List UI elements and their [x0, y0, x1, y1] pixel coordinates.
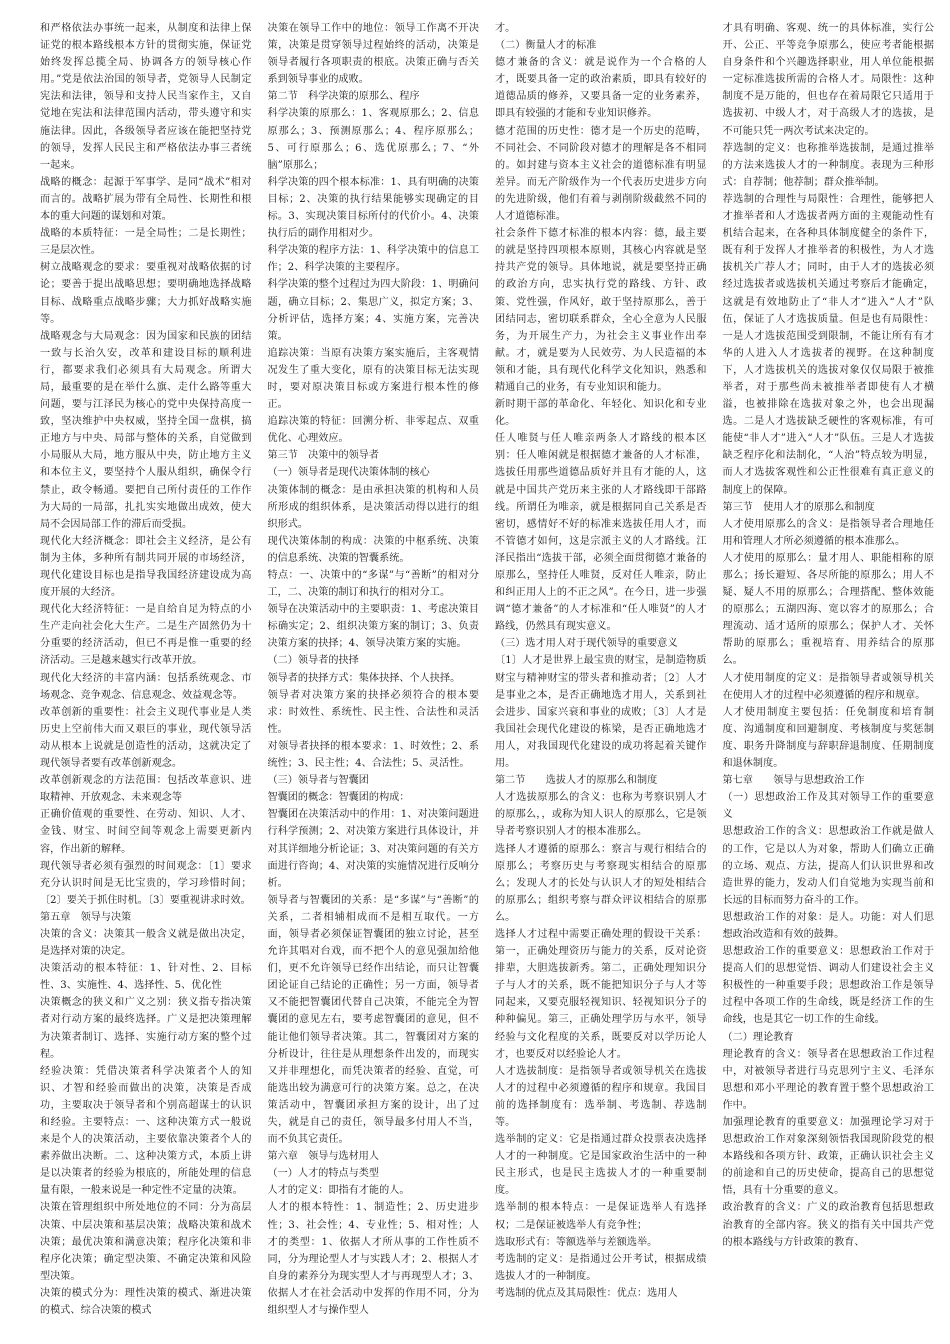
paragraph: 和严格依法办事统一起来，从制度和法律上保证党的根本路线根本方针的贯彻实施，保证党始终发挥总揽全局、协调各方的领导核心作用。”党是依法治国的领导者，党领导人民制定宪法和法律，领导和支持人民当家作主，又自觉地在宪法和法律范围内活动，带头遵守和实施法律。因此，各级领导者应该在能把坚持党的领导，发挥人民民主和严格依法办事三者统一起来。 [40, 23, 252, 171]
paragraph: 第三节 决策中的领导者 [267, 450, 380, 462]
paragraph: 选举制的根本特点：一是保证选举人有选择权；二是保证被选举人有竞争性； [495, 1202, 707, 1231]
paragraph: 决策在管理组织中所处地位的不同：分为高层决策、中层决策和基层决策；战略决策和战术决策；最优决策和满意决策；程序化决策和非程序化决策；确定型决策、不确定决策和风险型决策。 [40, 1202, 252, 1282]
paragraph: 才具有明确、客观、统一的具体标准，实行公开、公正、平等竞争原那么，使应考者能根据自身条件和个兴趣选择职业，用人单位能根据一定标准选拔所需的合格人才。局限性：这种制度不是万能的，但也存在着局限它只适用于选拔初、中级人才，对于高级人才的选拔，是不可能只凭一两次考试来决定的。 [722, 23, 934, 137]
paragraph: 领导者的抉择方式：集体抉择、个人抉择。 [267, 672, 461, 684]
paragraph: 思想政治工作的对象：是人。功能：对人们思想政治改造和有效的鼓舞。 [722, 911, 934, 940]
paragraph: 第三节 使用人才的原那么和制度 [722, 501, 875, 513]
paragraph: 社会条件下德才标准的根本内容：德，最主要的就是坚持四项根本原则，其核心内容就是坚持共产党的领导。具体地说，就是要坚持正确的政治方向，忠实执行党的路线、方针、政策、党性强，作风好，敢于坚持原那么，善于团结同志，密切联系群众，全心全意为人民服务，为开展生产力，为社会主义事业作出奉献。才，就是要为人民效劳、为人民造福的本领和才能，具有现代化科学文化知识，熟悉和精通自己的业务，有专业知识和能力。 [495, 228, 707, 393]
paragraph: （一）思想政治工作及其对领导工作的重要意义 [722, 792, 934, 821]
paragraph: 智囊团的概念：智囊团的构成： [267, 792, 410, 804]
paragraph: 追踪决策：当原有决策方案实施后，主客观情况发生了重大变化，原有的决策目标无法实现时，要对原决策目标或方案进行根本性的修正。 [267, 347, 479, 411]
paragraph: 领导者对决策方案的抉择必须符合的根本要求：时效性、系统性、民主性、合法性和灵活性。 [267, 689, 479, 735]
paragraph: 战略的本质特征：一是全局性；二是长期性；三是层次性。 [40, 228, 252, 257]
paragraph: 领导者与智囊团的关系：是“多谋”与“善断”的关系，二者相辅相成而不是相互取代。一方面，领导者必须保证智囊团的独立讨论，甚至允许其唱对台戏，而不把个人的意见强加给他们，更不允许领导已经作出结论，而只让智囊团论证自己结论的正确性；另一方面，领导者又不能把智囊团代替自己决策，不能完全为智囊团的意见左右，要考虑智囊团的意见，但不能让他们领导者决策。其二，智囊团对方案的分析设计，往往是从理想条件出发的，而现实又并非理想化，而凭决策者的经验、直觉，可能选出较为满意可行的决策方案。总之，在决策活动中，智囊团承担方案的设计，出了过失，就是自己的责任，领导最多付用人不当，而不负其它责任。 [267, 894, 479, 1146]
paragraph: 决策的模式分为：理性决策的模式、渐进决策的模式、综合决策的模式 [40, 1287, 252, 1317]
paragraph: 科学决策的原那么：1、客观原那么；2、信息原那么；3、预测原那么；4、程序原那么；5、可行原那么；6、选优原那么；7、“外脑”原那么； [267, 108, 479, 171]
paragraph: 树立战略观念的要求：要重视对战略依据的讨论；要善于提出战略思想；要明确地选择战略目标、战略重点战略步骤；大力抓好战略实施等。 [40, 262, 252, 325]
paragraph: 加强理论教育的重要意义：加强理论学习对于思想政治工作对象深刻领悟我国现阶段党的根本路线和各项方针、政策，正确认识社会主义的前途和自己的历史使命，提高自己的思想觉悟，具有十分重要的意义。 [722, 1117, 934, 1197]
paragraph: 对领导者抉择的根本要求：1、时效性；2、系统性；3、民主性；4、合法性；5、灵活性。 [267, 740, 479, 770]
paragraph: 现代领导者必须有强烈的时间观念：〔1〕要求充分认识时间是无比宝贵的，学习珍惜时间；〔2〕要关于抓住时机。〔3〕要重视讲求时效。 [40, 860, 252, 906]
paragraph: 任人唯贤与任人唯亲两条人才路线的根本区别：任人唯闲就是根据德才兼备的人才标准，选拔任用那些道德品质好并且有才能的人，这就是中国共产党历来主张的人才路线即干部路线。所谓任为唯亲，就是根据同自己关系是否密切，感情好不好的标准来选拔任用人才，而不管德才如何，这是宗派主义的人才路线。江泽民指出“选拔干部，必须全面贯彻德才兼备的原那么，坚持任人唯贤，反对任人唯亲，防止和纠正用人上的不正之风”。在今日，进一步强调“德才兼备”的人才标准和“任人唯贤”的人才路线，仍然具有现实意义。 [495, 433, 707, 633]
paragraph: 现代化大经济概念：即社会主义经济，是公有制为主体，多种所有制共同开展的市场经济，现代化建设目标也是指导我国经济建设成为高度开展的大经济。 [40, 535, 252, 599]
paragraph: 人才选拔原那么的含义：也称为考察识别人才的原那么，，或称为知人识人的原那么，它是领导者考察识别人才的根本准那么。 [495, 792, 707, 838]
paragraph: 现代化大经济的丰富内涵：包括系统观念、市场观念、竞争观念、信息观念、效益观念等。 [40, 672, 252, 701]
paragraph: 人才使用制度的定义：是指领导者或领导机关在使用人才的过程中必须遵循的程序和规章。 [722, 672, 934, 701]
paragraph: 战略的概念：起源于军事学、是同“战术”相对而言的。战略扩展为带有全局性、长期性和根本的重大问题的谋划和对策。 [40, 176, 252, 223]
text-column-1 [40, 20, 252, 1334]
paragraph: 政治教育的含义：广义的政治教育包括思想政治教育的全部内容。狭义的指有关中国共产党的根本路线与方针政策的教育、 [722, 1202, 934, 1248]
paragraph: 荐选制的定义：也称推举选拔制，是通过推举的方法来选拔人才的一种制度。表现为三种形式：自荐制；他荐制；群众推举制。 [722, 142, 934, 188]
paragraph: 智囊团在决策活动中的作用：1、对决策问题进行科学预测；2、对决策方案进行具体设计，并对其详细地分析论证；3、对决策问题的有关方面进行咨询；4、对决策的实施情况进行反响分析。 [267, 809, 479, 889]
paragraph: 理论教育的含义：领导者在思想政治工作过程中，对被领导者进行马克思列宁主义、毛泽东思想和邓小平理论的教育置于整个思想政治工作中。 [722, 1048, 934, 1111]
paragraph: 人才使用的原那么：量才用人、职能相称的原那么；扬长避短、各尽所能的原那么；用人不疑、疑人不用的原那么；合理搭配、整体效能的原那么；五湖四海、宽以容才的原那么；合理流动、适才适所的原那么；保护人才、关怀帮助的原那么；重视培育、用养结合的原那么。 [722, 552, 934, 667]
paragraph: 人才的根本特性：1、制造性；2、历史进步性；3、社会性；4、专业性；5、相对性；人才的类型：1、依据人才所从事的工作性质不同，分为理论型人才与实践人才；2、根据人才自身的素养分为现实型人才与再现型人才；3、依据人才在社会活动中发挥的作用不同，分为组织型人才与操作型人 [267, 1202, 479, 1317]
paragraph: 科学决策的四个根本标准：1、具有明确的决策目标；2、决策的执行结果能够实现确定的目标。3、实现决策目标所付的代价小。4、决策执行后的副作用相对少。 [267, 176, 479, 240]
paragraph: 〔1〕人才是世界上最宝贵的财宝，是制造物质财宝与精神财宝的带头者和推动者；〔2〕人才是事业之本，是否正确地选才用人，关系到社会进步、国家兴衰和事业的成败；〔3〕人才是我国社会现代化建设的栋梁，是否正确地选才用人，对我国现代化建设的成功将起着关键作用。 [495, 655, 707, 770]
paragraph: 追踪决策的特征：回溯分析、非零起点、双重优化、心理效应。 [267, 416, 479, 445]
paragraph: 选择人才过程中需要正确处理的假设干关系：第一，正确处理资历与能力的关系，反对论资排辈，大胆选拔新秀。第二，正确处理知识分子与人才的关系，既不能把知识分子与人才等同起来，又要克服轻视知识、轻视知识分子的种种偏见。第三，正确处理学历与水平，领导经验与文化程度的关系，既要反对以学历论人才，也要反对以经验论人才。 [495, 928, 707, 1060]
paragraph: 改革创新观念的方法范围：包括改革意识、进取精神、开放观念、未来观念等 [40, 775, 252, 804]
paragraph: 正确价值观的重要性、在劳动、知识、人才、金钱、财宝、时间空间等观念上需要更新内容，作出新的解释。 [40, 809, 252, 855]
paragraph: 第二节 选拔人才的原那么和制度 [495, 775, 658, 787]
paragraph: 思想政治工作的含义：思想政治工作就是做人的工作，它是以人为对象，帮助人们确立正确的立场、观点、方法，提高人们认识世界和改造世界的能力，发动人们自觉地为实现当前和长远的目标而努力奋斗的工作。 [722, 826, 934, 906]
paragraph: 第五章 领导与决策 [40, 911, 132, 923]
paragraph: 决策体制的概念：是由承担决策的机构和人员所形成的组织体系，是决策活动得以进行的组织形式。 [267, 484, 479, 530]
paragraph: （三）选才用人对于现代领导的重要意义 [495, 638, 678, 650]
paragraph: 科学决策的整个过程过为四大阶段：1、明确问题，确立目标；2、集思广义，拟定方案；3、分析评估，选择方案；4、实施方案，完善决策。 [267, 279, 479, 342]
paragraph: 思想政治工作的重要意义：思想政治工作对于提高人们的思想觉悟、调动人们建设社会主义积极性的一种重要手段；思想政治工作是领导过程中各项工作的生命线，既是经济工作的生命线，也是其它一切工作的生命线。 [722, 946, 934, 1026]
paragraph: 考选制的优点及其局限性：优点：选用人 [495, 1287, 678, 1299]
paragraph: 第二节 科学决策的原那么、程序 [267, 91, 420, 103]
paragraph: 决策的含义：决策其一般含义就是做出决定，是选择对策的决定。 [40, 928, 252, 958]
paragraph: （一）人才的特点与类型 [267, 1168, 380, 1180]
paragraph: 人才选拔制度：是指领导者或领导机关在选拔人才的过程中必须遵循的程序和规章。我国目前的选择制度有：选举制、考选制、荐选制等。 [495, 1065, 707, 1128]
text-column-3 [495, 20, 707, 1334]
paragraph: 领导在决策活动中的主要职责：1、考虑决策目标确实定；2、组织决策方案的制订；3、负责决策方案的抉择；4、领导决策方案的实施。 [267, 604, 479, 650]
paragraph: 选取形式有：等额选举与差额选举。 [495, 1236, 658, 1248]
paragraph: 人才使用原那么的含义：是指领导者合理地任用和管理人才所必须遵循的根本准那么。 [722, 518, 934, 547]
paragraph: 决策活动的根本特征：1、针对性、2、目标性、3、实施性、4、选择性、5、优化性 [40, 963, 252, 992]
paragraph: 决策概念的狭义和广义之别：狭义指专指决策者对行动方案的最终选择。广义是把决策理解为决策者制订、选择、实施行动方案的整个过程。 [40, 997, 252, 1060]
paragraph: （三）领导者与智囊团 [267, 775, 369, 787]
paragraph: 选择人才遵循的原那么：察言与观行相结合的原那么；考察历史与考察现实相结合的原那么；发现人才的长处与认识人才的短处相结合的原那么；组织考察与群众评议相结合的原那么。 [495, 843, 707, 923]
text-column-4 [723, 20, 935, 1334]
paragraph: 德才范围的历史性：德才是一个历史的范畴，不同社会、不同阶段对德才的理解是各不相同的。如封建与资本主义社会的道德标准有明显差异。而无产阶级作为一个代表历史进步方向的先进阶级，他们有着与剥削阶级截然不同的人才道德标准。 [495, 125, 707, 223]
paragraph: （二）领导者的抉择 [267, 655, 359, 667]
paragraph: 考选制的定义：是指通过公开考试，根据成绩选拔人才的一种制度。 [495, 1253, 707, 1282]
paragraph: 荐选制的合理性与局限性：合理性，能够把人才推举者和人才选拔者两方面的主观能动性有机结合起来，在各种具体制度健全的条件下，既有利于发挥人才推举者的积极性，为人才选拔机关广荐人才；同时，由于人才的选拔必须经过选拔者或选拔机关通过考察后才能确定，这就是有效地防止了“非人才”进入“人才”队伍，保证了人才选拔质量。但是也有局限性：一是人才选拔范围受到限制，不能让所有有才华的人进入人才选拔者的视野。在这种制度下，人才选拔机关的选拔对象仅仅局限于被推举者，对于那些尚未被推举者即使有人才横溢，也被排除在选拔对象之外，也会出现漏选。二是人才选拔缺乏硬性的客观标准，有可能使“非人才”进入“人才”队伍。三是人才选拔缺乏程序化和法制化，“人治”特点较为明显，而人才选拔客观性和公正性很难有真正意义的制度上的保障。 [722, 193, 934, 496]
paragraph: 新时期干部的革命化、年轻化、知识化和专业化。 [495, 399, 707, 428]
paragraph: 选举制的定义：它是指通过群众投票表决选择人才的一种制度。它是国家政治生活中的一种民主形式，也是民主选拔人才的一种重要制度。 [495, 1134, 707, 1197]
paragraph: 决策在领导工作中的地位：领导工作离不开决策，决策是贯穿领导过程始终的活动，决策是领导者履行各项职责的根底。决策正确与否关系到领导事业的成败。 [267, 23, 479, 86]
paragraph: 德才兼备的含义：就是说作为一个合格的人才，既要具备一定的政治素质，即具有较好的道德品质的修养，又要具备一定的业务素养，即具有较强的才能和专业知识修养。 [495, 57, 707, 120]
paragraph: 第六章 领导与选材用人 [267, 1151, 380, 1163]
paragraph: （二）理论教育 [722, 1031, 794, 1043]
paragraph: 改革创新的重要性：社会主义现代事业是人类历史上空前伟大而又艰巨的事业，现代领导活动从根本上说就是创造性的活动，这就决定了现代领导者要有改革创新观念。 [40, 706, 252, 770]
paragraph: 战略观念与大局观念：因为国家和民族的团结一致与长治久安，改革和建设目标的顺利进行，都要求我们必须具有大局观念。所谓大局，最重要的是在举什么旗、走什么路等重大问题，要与江泽民为核心的党中央保持高度一致，坚决维护中央权威，坚持全国一盘棋，搞正地方与中央、局部与整体的关系，自觉做到小局服从大局，地方服从中央，防止地方主义和本位主义，要坚持个人服从组织，确保令行禁止，政令畅通。要把自己所付责任的工作作为大局的一局部，扎扎实实地做出成效，使大局不会因局部工作的滞后而受损。 [40, 330, 252, 530]
paragraph: 经验决策：凭借决策者科学决策者个人的知识、才智和经验而做出的决策，决策是否成功，主要取决于领导者和个别高超谋士的认识和经验。主要特点：一、这种决策方式一般说来是个人的决策活动，主要依靠决策者个人的素养做出决断。二、这种决策方式，本质上讲是以决策者的经验为根底的，所能处理的信息量有限，一般来说是一种定性不定量的决策。 [40, 1065, 252, 1197]
paragraph: 人才使用制度主要包括：任免制度和培育制度、沟通制度和回避制度、考核制度与奖惩制度、职务升降制度与辞职辞退制度、任期制度和退休制度。 [722, 706, 934, 770]
paragraph: 科学决策的程序方法：1、科学决策中的信息工作；2、科学决策的主要程序。 [267, 245, 479, 274]
paragraph: 才。 [495, 23, 516, 34]
paragraph: （二）衡量人才的标准 [495, 40, 597, 52]
paragraph: 第七章 领导与思想政治工作 [722, 775, 865, 787]
paragraph: 现代化大经济特征：一是自给自足为特点的小生产走向社会化大生产。二是生产固然仍为十分重要的经济活动，但已不再是惟一重要的经济活动。三是越来越实行改革开放。 [40, 604, 252, 667]
paragraph: 人才的定义：即指有才能的人。 [267, 1185, 410, 1197]
paragraph: 特点：一、决策中的“多谋”与“善断”的相对分工，二、决策的制订和执行的相对分工。 [267, 570, 479, 599]
text-column-2 [268, 20, 480, 1334]
paragraph: （一）领导者是现代决策体制的核心 [267, 467, 430, 479]
paragraph: 现代决策体制的构成：决策的中枢系统、决策的信息系统、决策的智囊系统。 [267, 535, 479, 564]
